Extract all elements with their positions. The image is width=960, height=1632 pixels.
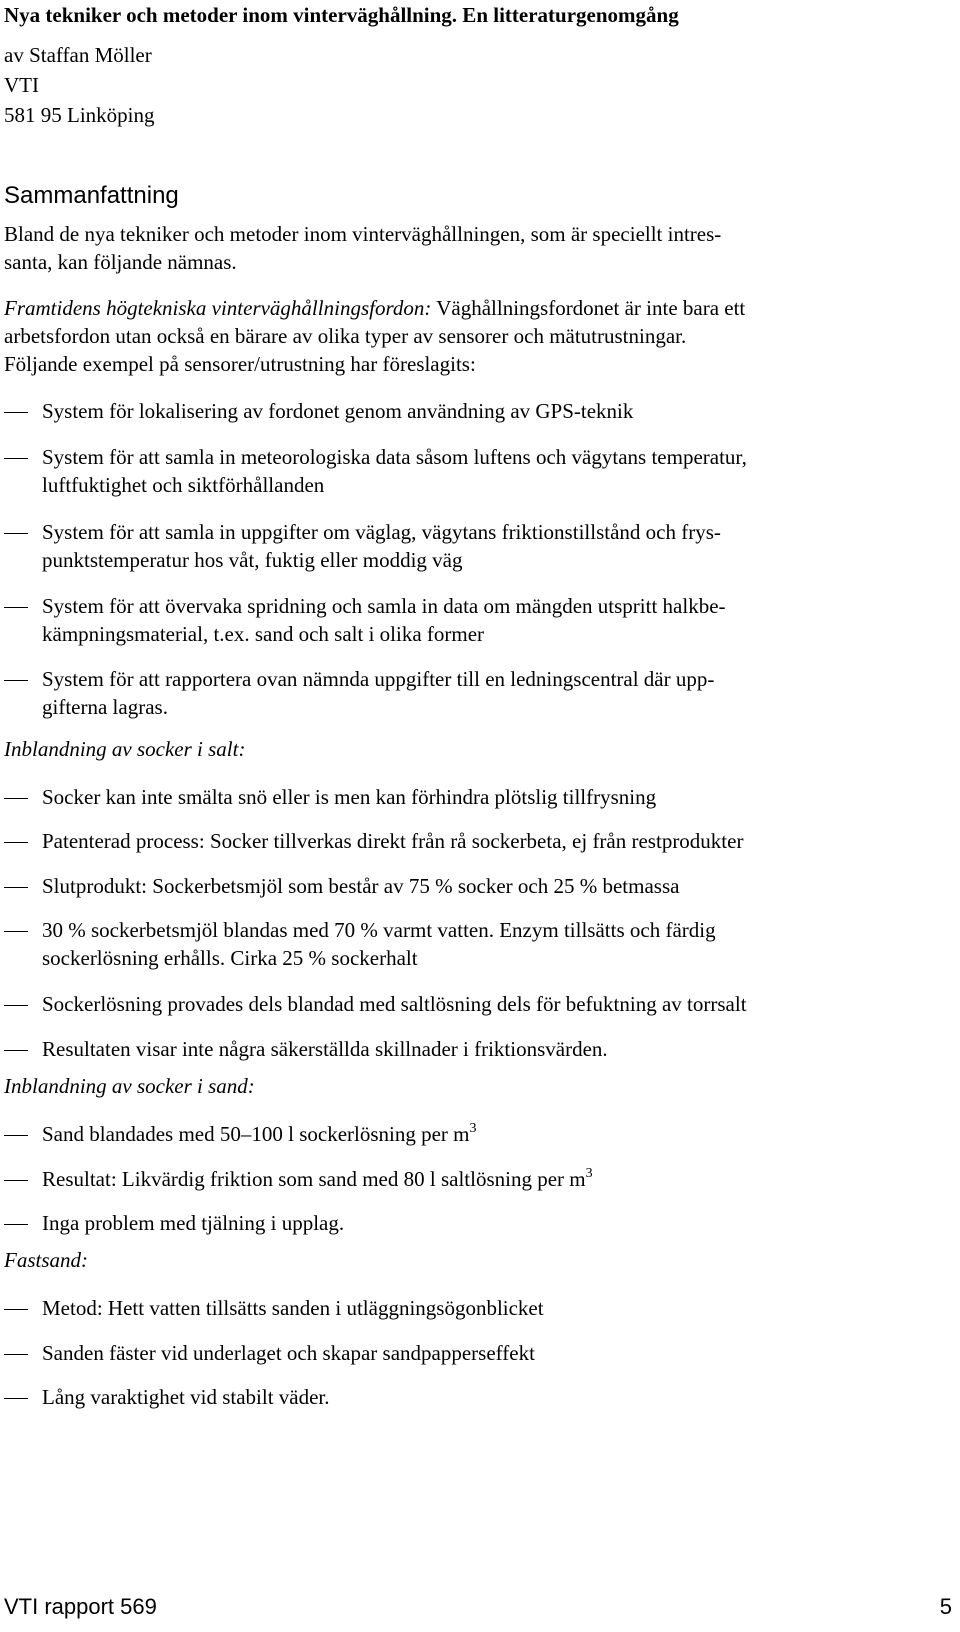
section-lead: Framtidens högtekniska vinterväghållningsfordon: bbox=[4, 296, 432, 320]
list-item-text: System för lokalisering av fordonet genom användning av GPS-teknik bbox=[42, 399, 634, 423]
footer-report-name: VTI rapport 569 bbox=[4, 1594, 157, 1619]
dash-bullet bbox=[4, 1309, 28, 1310]
list-item-text-main: Sand blandades med 50–100 l sockerlösning per m bbox=[42, 1122, 470, 1146]
section-lead-line bbox=[4, 294, 952, 322]
superscript-3: 3 bbox=[585, 1166, 593, 1181]
subheading-sugar-sand: Inblandning av socker i sand: bbox=[4, 1074, 255, 1098]
dash-bullet bbox=[4, 1135, 28, 1136]
section-vehicle-paragraph bbox=[4, 294, 952, 378]
dash-bullet bbox=[4, 1050, 28, 1051]
list-item-text: Inga problem med tjälning i upplag. bbox=[42, 1211, 345, 1235]
intro-paragraph bbox=[4, 220, 952, 276]
dash-bullet bbox=[4, 798, 28, 799]
list-item-text: Resultaten visar inte några säkerställda skillnader i friktionsvärden. bbox=[42, 1037, 608, 1061]
section-line: Följande exempel på sensorer/utrustning har föreslagits: bbox=[4, 352, 476, 376]
superscript-3: 3 bbox=[469, 1121, 477, 1136]
list-item-text: Metod: Hett vatten tillsätts sanden i utläggningsögonblicket bbox=[42, 1296, 544, 1320]
list-item-text: punktstemperatur hos våt, fuktig eller moddig väg bbox=[42, 548, 463, 572]
dash-bullet bbox=[4, 931, 28, 932]
dash-bullet bbox=[4, 1005, 28, 1006]
list-item-text: System för att samla in uppgifter om väglag, vägytans friktionstillstånd och frys- bbox=[42, 520, 721, 544]
list-item-text: System för att övervaka spridning och samla in data om mängden utspritt halkbe- bbox=[42, 594, 726, 618]
dash-bullet bbox=[4, 887, 28, 888]
list-item-text bbox=[42, 1165, 593, 1197]
summary-heading: Sammanfattning bbox=[4, 182, 179, 209]
list-item-text: Sanden fäster vid underlaget och skapar sandpapperseffekt bbox=[42, 1341, 535, 1365]
section-lead-rest: Väghållningsfordonet är inte bara ett bbox=[431, 296, 746, 320]
list-item-text: Sockerlösning provades dels blandad med saltlösning dels för befuktning av torrsalt bbox=[42, 992, 747, 1016]
list-item-text: gifterna lagras. bbox=[42, 695, 168, 719]
section-line: arbetsfordon utan också en bärare av olika typer av sensorer och mätutrustningar. bbox=[4, 324, 687, 348]
dash-bullet bbox=[4, 1354, 28, 1355]
dash-bullet bbox=[4, 412, 28, 413]
list-item-text bbox=[42, 1120, 477, 1152]
dash-bullet bbox=[4, 1180, 28, 1181]
list-item-text: Lång varaktighet vid stabilt väder. bbox=[42, 1385, 330, 1409]
list-item-text: luftfuktighet och siktförhållanden bbox=[42, 473, 325, 497]
dash-bullet bbox=[4, 842, 28, 843]
document-title: Nya tekniker och metoder inom vinterväghållning. En litteraturgenomgång bbox=[4, 3, 679, 27]
list-item-text: 30 % sockerbetsmjöl blandas med 70 % varmt vatten. Enzym tillsätts och färdig bbox=[42, 918, 716, 942]
dash-bullet bbox=[4, 458, 28, 459]
dash-bullet bbox=[4, 680, 28, 681]
intro-line: santa, kan följande nämnas. bbox=[4, 250, 237, 274]
list-item-text: System för att samla in meteorologiska data såsom luftens och vägytans temperatur, bbox=[42, 445, 747, 469]
intro-line: Bland de nya tekniker och metoder inom vinterväghållningen, som är speciellt intres- bbox=[4, 222, 722, 246]
list-item-text: kämpningsmaterial, t.ex. sand och salt i olika former bbox=[42, 622, 485, 646]
page-number: 5 bbox=[939, 1594, 952, 1619]
list-item-text: Patenterad process: Socker tillverkas direkt från rå sockerbeta, ej från restprodukter bbox=[42, 829, 744, 853]
list-item-text: System för att rapportera ovan nämnda uppgifter till en ledningscentral där upp- bbox=[42, 667, 715, 691]
author-line: av Staffan Möller bbox=[4, 43, 152, 67]
dash-bullet bbox=[4, 607, 28, 608]
organization: VTI bbox=[4, 73, 39, 97]
subheading-fastsand: Fastsand: bbox=[4, 1248, 88, 1272]
dash-bullet bbox=[4, 533, 28, 534]
list-item-text: sockerlösning erhålls. Cirka 25 % sockerhalt bbox=[42, 946, 418, 970]
dash-bullet bbox=[4, 1398, 28, 1399]
list-item-text-main: Resultat: Likvärdig friktion som sand med 80 l saltlösning per m bbox=[42, 1167, 586, 1191]
subheading-sugar-salt: Inblandning av socker i salt: bbox=[4, 737, 246, 761]
address: 581 95 Linköping bbox=[4, 103, 155, 127]
list-item-text: Socker kan inte smälta snö eller is men kan förhindra plötslig tillfrysning bbox=[42, 785, 657, 809]
dash-bullet bbox=[4, 1224, 28, 1225]
list-item-text: Slutprodukt: Sockerbetsmjöl som består av 75 % socker och 25 % betmassa bbox=[42, 874, 680, 898]
